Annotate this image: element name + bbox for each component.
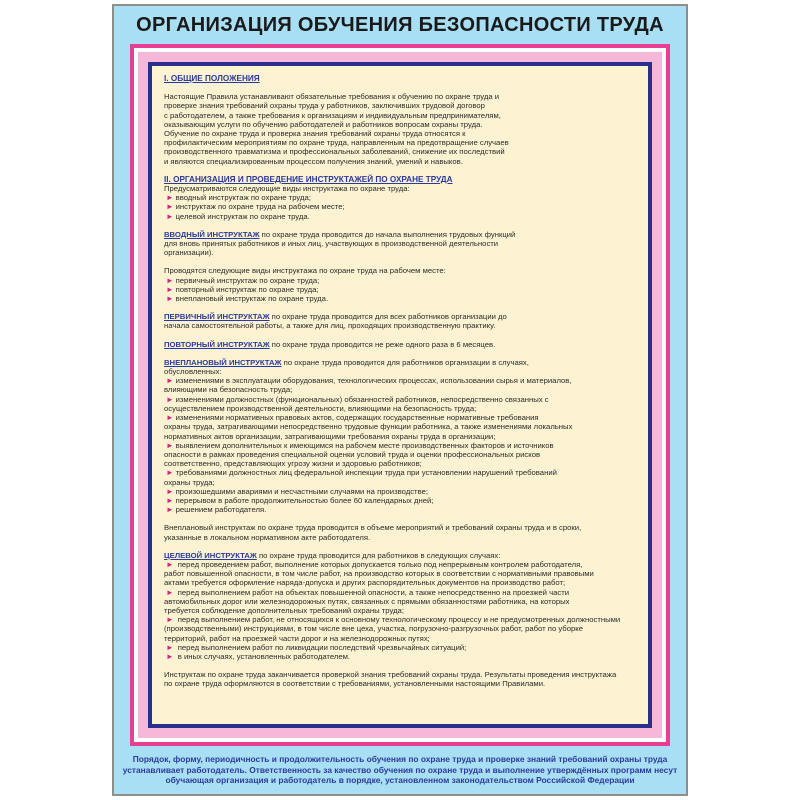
list-item-continuation: территорий, работ на проезжей части дорог и на железнодорожных путях; [164,633,430,643]
celevoy-list [164,560,636,661]
list-item-continuation: требуется соблюдение дополнительных требований охраны труда; [164,605,404,615]
vneplanovy-paragraph: ВНЕПЛАНОВЫЙ ИНСТРУКТАЖ по охране труда проводится для работников организации в случаях, [164,357,529,367]
text-line: и являются специализированным процессом получения знаний, умений и навыков. [164,156,463,166]
list-item-continuation: охраны труда, затрагивающими непосредственно трудовые функции работника, а также изменениями локальных [164,422,573,432]
list-item: ► решением работодателя. [166,505,267,515]
list-item-continuation: опасности в рамках проведения специальной оценки условий труда и оценки профессиональных рисков [164,449,541,459]
bullet-marker-icon: ► [166,376,174,386]
list-item-continuation: актами требуется оформление наряда-допуска и других распорядительных документов на производство работ; [164,578,566,588]
vneplanovy-list [164,376,636,514]
section-2-heading: II. ОРГАНИЗАЦИЯ И ПРОВЕДЕНИЕ ИНСТРУКТАЖЕЙ ПО ОХРАНЕ ТРУДА [164,174,453,184]
text-line: Настоящие Правила устанавливают обязательные требования к обучению по охране труда и [164,92,500,102]
bullet-marker-icon: ► [166,440,174,450]
keyword-vvodny: ВВОДНЫЙ ИНСТРУКТАЖ [164,229,260,239]
text-line: Предусматриваются следующие виды инструктажа по охране труда: [164,184,410,194]
footer-line: обучающая организация и работодатель в порядке, установленном законодательством Российской Федерации [165,775,635,786]
list-item-continuation: нормативных актов организации, затрагивающими требования охраны труда в организации; [164,431,496,441]
text-line: профилактическим мероприятиям по охране труда, направленным на предотвращение случаев [164,138,509,148]
list-item: ► инструктаж по охране труда на рабочем месте; [166,202,345,212]
footer-line: Порядок, форму, периодичность и продолжительность обучения по охране труда и проверке знаний требований охраны труда [132,754,668,764]
pervichny-paragraph: ПЕРВИЧНЫЙ ИНСТРУКТАЖ по охране труда проводится для всех работников организации до [164,312,507,322]
list-item: ► перед выполнением работ на объектах повышенной опасности, а также непосредственно на проезжей части [166,587,570,597]
bullet-marker-icon: ► [166,615,174,625]
section-1-body [164,92,636,166]
bullet-marker-icon: ► [166,294,174,304]
keyword-pervichny: ПЕРВИЧНЫЙ ИНСТРУКТАЖ [164,312,270,322]
text-line: оказывающим услуги по обучению работодателей и работников вопросам охраны труда. [164,119,483,129]
text-line: Внеплановый инструктаж по охране труда проводится в объеме мероприятий и требований охраны труда и в сроки, [164,523,582,533]
list-item: ► целевой инструктаж по охране труда. [166,211,310,221]
list-item: ► перед проведением работ, выполнение которых допускается только под непрерывным контролем работодателя, [166,559,583,569]
text-line: с работодателем, а также требования к организациям и индивидуальным предпринимателям, [164,110,501,120]
list-item: ► выявлением дополнительных к имеющимся на рабочем месте производственных факторов и источников [166,440,554,450]
bullet-marker-icon: ► [166,651,174,661]
safety-poster [112,4,688,796]
bullet-marker-icon: ► [166,202,174,212]
celevoy-paragraph: ЦЕЛЕВОЙ ИНСТРУКТАЖ по охране труда проводится для работников в следующих случаях: [164,550,501,560]
text-line: обусловленных: [164,367,222,377]
list-item: ► перед выполнением работ по ликвидации последствий чрезвычайных ситуаций; [166,642,467,652]
text-line: производственного травматизма и профессиональных заболеваний, снижение их последствий [164,147,505,157]
list-item-continuation: охраны труда; [164,477,215,487]
keyword-celevoy: ЦЕЛЕВОЙ ИНСТРУКТАЖ [164,550,257,560]
list-item: ► изменениями нормативных правовых актов, содержащих государственные нормативные требования [166,413,539,423]
bullet-marker-icon: ► [166,559,174,569]
list-item-continuation: работ повышенной опасности, в том числе работ, на производство которых в соответствии с нормативными правовыми [164,569,594,579]
bullet-marker-icon: ► [166,284,174,294]
footer-line: устанавливает работодатель. Ответственность за качество обучения по охране труда и выполнение утверждённых программ несут [122,764,678,775]
list-item: ► повторный инструктаж по охране труда; [166,284,319,294]
bullet-marker-icon: ► [166,211,174,221]
section-1-heading: I. ОБЩИЕ ПОЛОЖЕНИЯ [164,74,260,83]
poster-footer [122,754,678,786]
bullet-marker-icon: ► [166,193,174,203]
text-line: для вновь принятых работников и иных лиц, участвующих в производственной деятельности [164,239,499,249]
list-item: ► первичный инструктаж по охране труда; [166,275,320,285]
poster-title: ОРГАНИЗАЦИЯ ОБУЧЕНИЯ БЕЗОПАСНОСТИ ТРУДА [136,14,664,36]
bullet-marker-icon: ► [166,468,174,478]
vvodny-paragraph: ВВОДНЫЙ ИНСТРУКТАЖ по охране труда проводится до начала выполнения трудовых функций [164,229,516,239]
list-item: ► перед выполнением работ, не относящихся к основному технологическому процессу и не предусмотренных должностными [166,615,621,625]
list-item-continuation: осуществлением производственной деятельности, влияющими на безопасность труда; [164,403,477,413]
list-item-continuation: соответственно, представляющих угрозу жизни и здоровью работников; [164,459,422,469]
keyword-povtorny: ПОВТОРНЫЙ ИНСТРУКТАЖ [164,339,270,349]
list-item-continuation: автомобильных дорог или железнодорожных путях, связанных с прямыми обязанностями работника, на которых [164,596,570,606]
keyword-vneplanovy: ВНЕПЛАНОВЫЙ ИНСТРУКТАЖ [164,357,282,367]
text-line: Обучение по охране труда и проверка знания требований охраны труда относятся к [164,129,466,139]
text-line: проверке знания требований охраны труда у работников, заключивших трудовой договор [164,101,485,111]
bullet-marker-icon: ► [166,642,174,652]
bullet-marker-icon: ► [166,495,174,505]
bullet-marker-icon: ► [166,275,174,285]
text-line: Инструктаж по охране труда заканчивается проверкой знания требований охраны труда. Результаты проведения инструктажа [164,670,617,680]
bullet-marker-icon: ► [166,587,174,597]
bullet-marker-icon: ► [166,394,174,404]
text-line: по охране труда оформляются в соответствии с требованиями, установленными настоящими Правилами. [164,679,546,689]
text-line: указанные в локальном нормативном акте работодателя. [164,532,371,542]
text-line: Проводятся следующие виды инструктажа по охране труда на рабочем месте: [164,266,446,276]
list-item: ► произошедшими авариями и несчастными случаями на производстве; [166,486,428,496]
list-item: ► изменениями в эксплуатации оборудования, технологических процессах, использовании сырья и материалов, [166,376,572,386]
list-item: ► перерывом в работе продолжительностью более 60 календарных дней; [166,495,434,505]
text-line: начала самостоятельной работы, а также для лиц, проходящих производственную практику. [164,321,496,331]
list-item-continuation: (производственными) инструкциями, в том числе вне цеха, участка, погрузочно-разгрузочных работ, работ по уборке [164,624,583,634]
list-item: ► изменениями должностных (функциональных) обязанностей работников, непосредственно связанных с [166,394,549,404]
bullet-marker-icon: ► [166,413,174,423]
list-item: ► вводный инструктаж по охране труда; [166,193,311,203]
bullet-marker-icon: ► [166,505,174,515]
text-line: организации). [164,248,214,258]
poster-content [152,66,648,724]
povtorny-paragraph: ПОВТОРНЫЙ ИНСТРУКТАЖ по охране труда проводится не реже одного раза в 6 месяцев. [164,339,496,349]
list-item: ► внеплановый инструктаж по охране труда. [166,294,329,304]
list-item: ► в иных случаях, установленных работодателем. [166,651,351,661]
list-item: ► требованиями должностных лиц федеральной инспекции труда при установлении нарушений требований [166,468,557,478]
bullet-marker-icon: ► [166,486,174,496]
list-item-continuation: влияющими на безопасность труда; [164,385,293,395]
